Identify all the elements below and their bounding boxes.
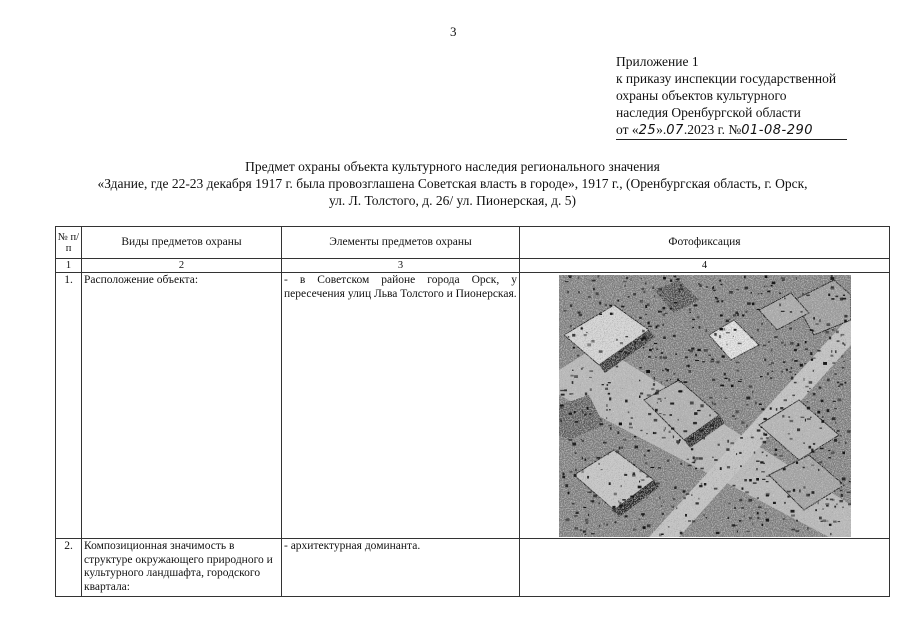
column-number-row: [56, 259, 890, 273]
date-month: 07: [666, 123, 684, 138]
date-day: 25: [638, 123, 657, 138]
col-number: 4: [520, 259, 890, 273]
header-elements: Элементы предметов охраны: [282, 227, 520, 259]
appendix-line-region: наследия Оренбургской области: [616, 105, 801, 120]
title-line-3: ул. Л. Толстого, д. 26/ ул. Пионерская, д. 5): [329, 193, 576, 208]
page-number: 3: [450, 24, 457, 39]
row-number: 2.: [56, 539, 82, 597]
row-kind: Расположение объекта:: [82, 273, 282, 539]
appendix-line-order: к приказу инспекции государственной: [616, 71, 837, 86]
header-photo: Фотофиксация: [520, 227, 890, 259]
table-row: [56, 273, 890, 539]
photo-cell: [520, 273, 890, 539]
title-line-1: Предмет охраны объекта культурного наследия регионального значения: [245, 159, 660, 174]
appendix-line-protection: охраны объектов культурного: [616, 88, 787, 103]
appendix-date-line: [616, 121, 847, 140]
row-element: - архитектурная доминанта.: [282, 539, 520, 597]
aerial-photo: [559, 275, 851, 537]
col-number: 1: [56, 259, 82, 273]
order-number: 01-08-290: [741, 123, 814, 138]
row-kind: Композиционная значимость в структуре окружающего природного и культурного ландшафта, городского квартала:: [82, 539, 282, 597]
photo-cell-empty: [520, 539, 890, 597]
appendix-title: Приложение 1: [616, 54, 699, 69]
header-row: [56, 227, 890, 259]
col-number: 2: [82, 259, 282, 273]
appendix-block: [616, 53, 847, 140]
date-year: .2023 г. №: [683, 122, 742, 137]
document-title: [0, 158, 905, 209]
protection-table: [55, 226, 890, 597]
table-row: [56, 539, 890, 597]
col-number: 3: [282, 259, 520, 273]
header-kinds: Виды предметов охраны: [82, 227, 282, 259]
date-separator: ».: [656, 122, 667, 137]
title-line-2: «Здание, где 22-23 декабря 1917 г. была провозглашена Советская власть в городе», 1917 г., (Оренбургская область, г. Орск,: [97, 176, 808, 191]
row-element: - в Советском районе города Орск, у пересечения улиц Льва Толстого и Пионерская.: [282, 273, 520, 539]
date-prefix: от «: [616, 122, 639, 137]
aerial-photo-image: [559, 275, 851, 537]
row-number: 1.: [56, 273, 82, 539]
header-num: № п/п: [56, 227, 82, 259]
